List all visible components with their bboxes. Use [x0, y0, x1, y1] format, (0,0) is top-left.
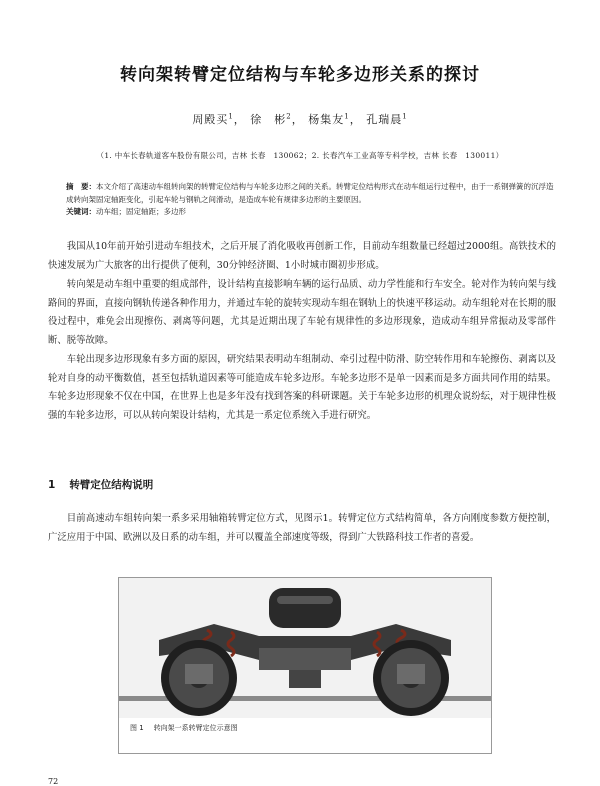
- section-title: 转臂定位结构说明: [69, 479, 154, 491]
- keywords-text: 动车组；固定轴距；多边形: [96, 207, 186, 216]
- author-name: 周殿买: [192, 113, 229, 126]
- author-name: 孔瑞晨: [366, 113, 403, 126]
- section-number: 1: [48, 479, 56, 491]
- figure-caption: [130, 723, 238, 733]
- author-list: 周殿买$^1$， 徐 彬$^2$， 杨集友$^1$， 孔瑞晨$^1$: [192, 112, 408, 126]
- abstract-text: 本文介绍了高速动车组转向架的转臂定位结构与车轮多边形之间的关系。转臂定位结构形式在动车组运行过程中，由于一系钢弹簧的沉浮造成转向架固定轴距变化，引起车轮与钢轨之间滑动，是造成车轮有规律多边形的主要原因。: [66, 182, 554, 204]
- abstract: [66, 180, 554, 206]
- keywords: [66, 206, 554, 217]
- author-name: 杨集友: [308, 113, 345, 126]
- keywords-label: 关键词：: [66, 207, 96, 216]
- section-heading: [48, 477, 153, 492]
- figure-label: 图 1: [130, 724, 144, 732]
- figure-caption-text: 转向架一系转臂定位示意图: [153, 724, 238, 732]
- abstract-label: 摘 要：: [66, 182, 96, 191]
- author-name: 徐 彬: [250, 113, 287, 126]
- body-paragraph: 我国从10年前开始引进动车组技术，之后开展了消化吸收再创新工作，目前动车组数量已经超过2000组。高铁技术的快速发展为广大旅客的出行提供了便利，30分钟经济圈、1小时城市圈初步形成。: [48, 241, 556, 271]
- body-paragraph: 目前高速动车组转向架一系多采用轴箱转臂定位方式，见图示1。转臂定位方式结构简单，各方向刚度参数方便控制，广泛应用于中国、欧洲以及日系的动车组，并可以覆盖全部速度等级，得到广大铁路科技工作者的喜爱。: [48, 513, 556, 543]
- affiliation: （1. 中车长春轨道客车股份有限公司，吉林 长春 130062；2. 长春汽车工业高等专科学校，吉林 长春 130011）: [96, 151, 504, 160]
- body-paragraph: 转向架是动车组中重要的组成部件，设计结构直接影响车辆的运行品质、动力学性能和行车安全。轮对作为转向架与线路间的界面，直接向钢轨传递各种作用力，并通过车轮的旋转实现动车组在钢轨上的快速平移运动。动车组轮对在长期的服役过程中，难免会出现擦伤、剥离等问题，尤其是近期出现了车轮有规律性的多边形现象，造成动车组异常振动及零部件断、脱等故障。: [48, 279, 556, 347]
- page-number: 72: [48, 777, 59, 786]
- paper-title: 转向架转臂定位结构与车轮多边形关系的探讨: [120, 65, 480, 85]
- body-paragraph: 车轮出现多边形现象有多方面的原因，研究结果表明动车组制动、牵引过程中防滑、防空转作用和车轮擦伤、剥离以及轮对自身的动平衡数值，甚至包括轨道因素等可能造成车轮多边形。车轮多边形不是单一因素而是多方面共同作用的结果。车轮多边形现象不仅在中国，在世界上也是多年没有找到答案的科研课题。关于车轮多边形的机理众说纷纭，对于规律性极强的车轮多边形，可以从转向架设计结构，尤其是一系定位系统入手进行研究。: [48, 354, 556, 422]
